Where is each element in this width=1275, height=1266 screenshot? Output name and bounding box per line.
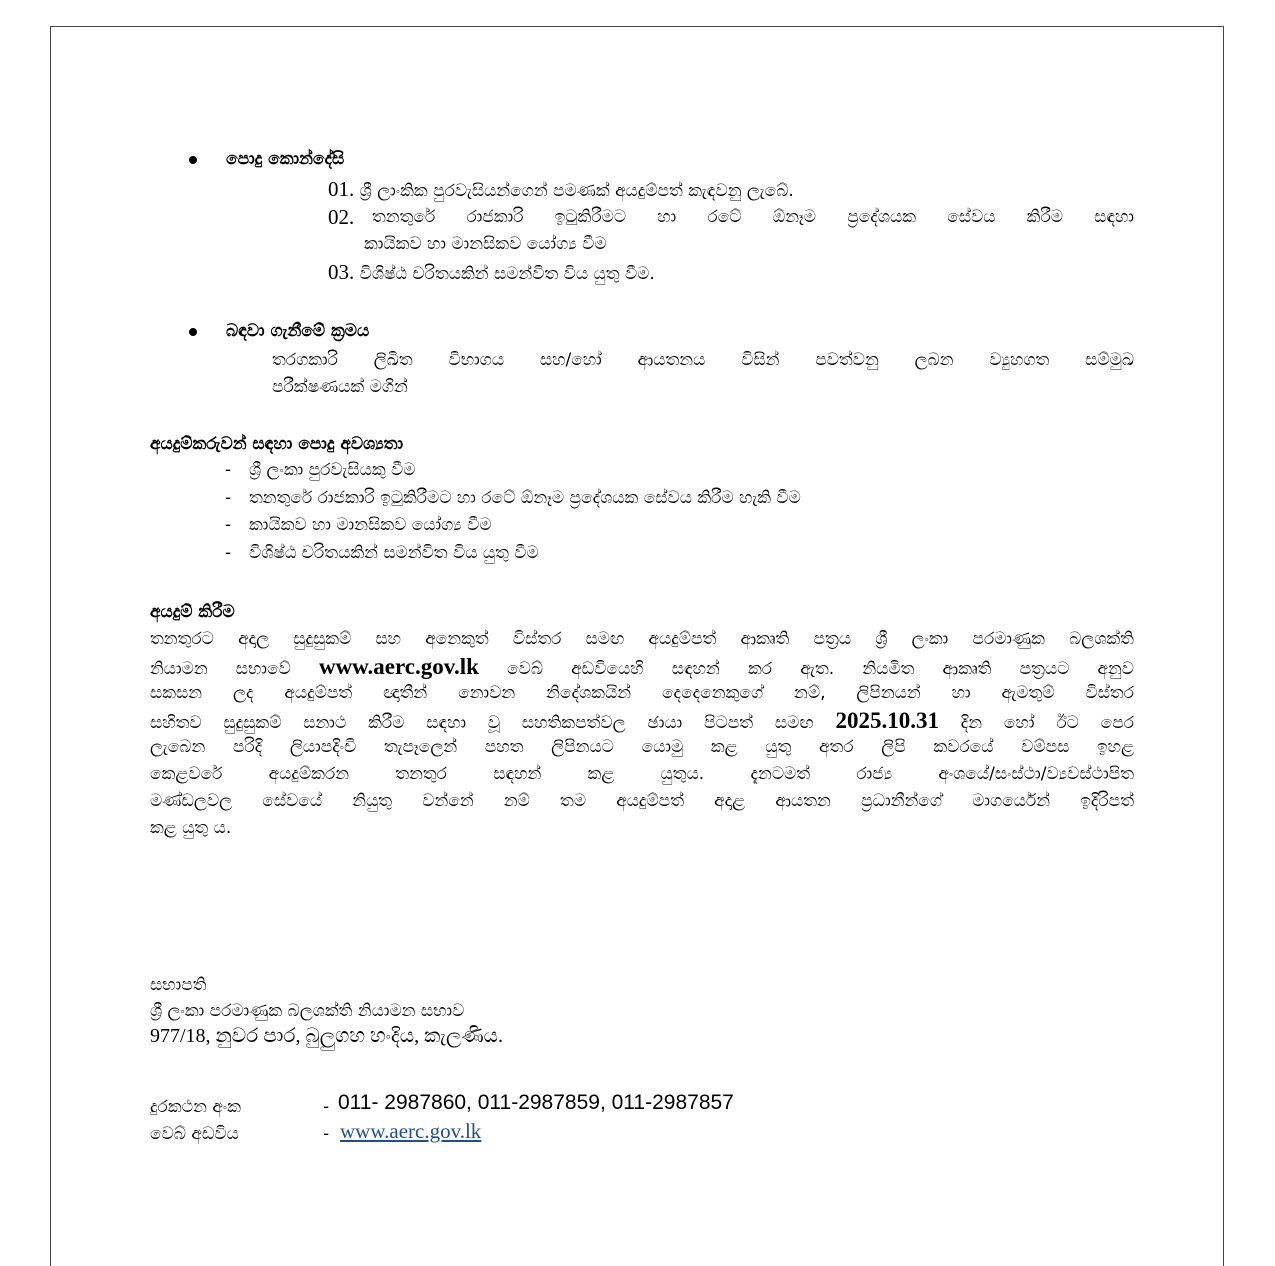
condition-text: තනතුරේ රාජකාරි ඉටුකිරීමට හා රටේ ඕනෑම ප්‍රදේශයක සේවය කිරීම සඳහා bbox=[372, 207, 1134, 227]
requirement-text: තනතුරේ රාජකාරි ඉටුකිරීමට හා රටේ ඕනෑම ප්‍රදේශයක සේවය කිරීම හැකි වීම bbox=[249, 488, 801, 508]
website-bold: www.aerc.gov.lk bbox=[318, 654, 479, 679]
requirement-item: - කායිකව හා මානසිකව යෝග්‍ය වීම bbox=[225, 515, 492, 535]
bullet-recruitment-method bbox=[189, 328, 197, 336]
application-heading: අයදුම් කිරීම bbox=[150, 602, 235, 622]
requirement-item: - තනතුරේ රාජකාරි ඉටුකිරීමට හා රටේ ඕනෑම ප්‍රදේශයක සේවය කිරීම හැකි වීම bbox=[225, 488, 801, 508]
application-line: කළ යුතු ය. bbox=[150, 818, 232, 838]
deadline-date: 2025.10.31 bbox=[835, 708, 939, 733]
organization-name: ශ්‍රී ලංකා පරමාණුක බලශක්ති නියාමන සභාව bbox=[150, 1001, 465, 1021]
recruitment-line: තරගකාරි ලිඛිත විභාගය සහ/හෝ ආයතනය විසින් පවත්වනු ලබන ව්‍යුහගත සම්මුඛ bbox=[272, 350, 1134, 370]
application-paragraph bbox=[150, 626, 1134, 842]
application-line: තනතුරට අදාල සුදුසුකම් සහ අනෙකුත් විස්තර සමඟ අයදුම්පත් ආකෘති පත්‍රය ශ්‍රී ලංකා පරමාණුක බලශක්ති bbox=[150, 629, 1134, 649]
bullet-general-conditions bbox=[189, 156, 197, 164]
condition-item-2 bbox=[372, 204, 1134, 231]
website-label: වෙබ් අඩවිය bbox=[150, 1124, 239, 1144]
condition-item-3 bbox=[328, 259, 655, 288]
website-link[interactable]: www.aerc.gov.lk bbox=[340, 1119, 482, 1143]
requirement-text: විශිෂ්ඨ චරිතයකින් සමන්විත විය යුතු වීම bbox=[249, 543, 539, 563]
requirement-item: - විශිෂ්ඨ චරිතයකින් සමන්විත විය යුතු වීම bbox=[225, 543, 539, 563]
condition-number: 02. bbox=[328, 205, 355, 229]
organization-address: 977/18, නුවර පාර, බුලුගහ හංදිය, කැලණිය. bbox=[150, 1025, 504, 1047]
requirement-text: ශ්‍රී ලංකා පුරවැසියකු වීම bbox=[249, 460, 416, 480]
application-line: සහිතව සුදුසුකම් සනාථ කිරීම සඳහා වූ සහතිකපත්වල ඡායා පිටපත් සමඟ 2025.10.31 දින හෝ ඊට පෙර bbox=[150, 708, 1135, 733]
requirement-text: කායිකව හා මානසිකව යෝග්‍ය වීම bbox=[249, 515, 492, 535]
condition-text: විශිෂ්ඨ චරිතයකින් සමන්විත විය යුතු වීම. bbox=[359, 264, 655, 284]
recruitment-line: පරීක්ෂණයක් මගින් bbox=[272, 377, 408, 397]
condition-text: ශ්‍රී ලාංකික පුරවැසියන්ගෙන් පමණක් අයදුම්පත් කැඳවනු ලැබේ. bbox=[359, 181, 794, 201]
application-line: ලැබෙන පරිදි ලියාපදිංචි තැපෑලෙන් පහත ලිපිනයට යොමු කළ යුතු අතර ලිපි කවරයේ වම්පස ඉහළ bbox=[150, 737, 1134, 757]
application-line: කෙළවරේ අයදුම්කරන තනතුර සඳහන් කළ යුතුය. දැනටමත් රාජ්‍ය අංශයේ/සංස්ථා/ව්‍යවස්ථාපිත bbox=[150, 764, 1134, 784]
application-line: සකසන ලද අයදුම්පත් ඥාතීන් නොවන නිදේශකයින් දෙදෙනෙකුගේ නම්, ලිපිනයන් හා ඇමතුම් විස්තර bbox=[150, 683, 1134, 703]
condition-item-1 bbox=[328, 176, 794, 205]
general-conditions-heading: පොදු කොන්දේසි bbox=[226, 149, 345, 169]
requirement-item: - ශ්‍රී ලංකා පුරවැසියකු වීම bbox=[225, 460, 416, 480]
requirements-heading: අයදුම්කරුවන් සඳහා පොදු අවශ්‍යතා bbox=[150, 434, 404, 454]
condition-number: 03. bbox=[328, 260, 355, 284]
recruitment-method-text bbox=[272, 347, 1134, 401]
phone-label: දුරකථන අංක bbox=[150, 1097, 241, 1117]
phone-numbers: 011- 2987860, 011-2987859, 011-2987857 bbox=[338, 1091, 734, 1114]
application-line: මණ්ඩලවල සේවයේ නියුතු වන්නේ නම් තම අයදුම්පත් අදාළ ආයතන ප්‍රධානීන්ගේ මාගර්යෙන් ඉදිරිපත් bbox=[150, 791, 1134, 811]
website-separator: - bbox=[323, 1124, 330, 1144]
application-line: නියාමන සභාවේ www.aerc.gov.lk වෙබ් අඩවියෙහි සඳහන් කර ඇත. නියමිත ආකෘති පත්‍රයට අනුව bbox=[150, 654, 1134, 679]
recruitment-method-heading: බඳවා ගැනීමේ ක්‍රමය bbox=[226, 321, 370, 341]
signatory-title: සභාපති bbox=[150, 975, 207, 995]
condition-number: 01. bbox=[328, 177, 355, 201]
condition-text: කායිකව හා මානසිකව යෝග්‍ය වීම bbox=[364, 234, 607, 254]
phone-separator: - bbox=[323, 1097, 330, 1117]
